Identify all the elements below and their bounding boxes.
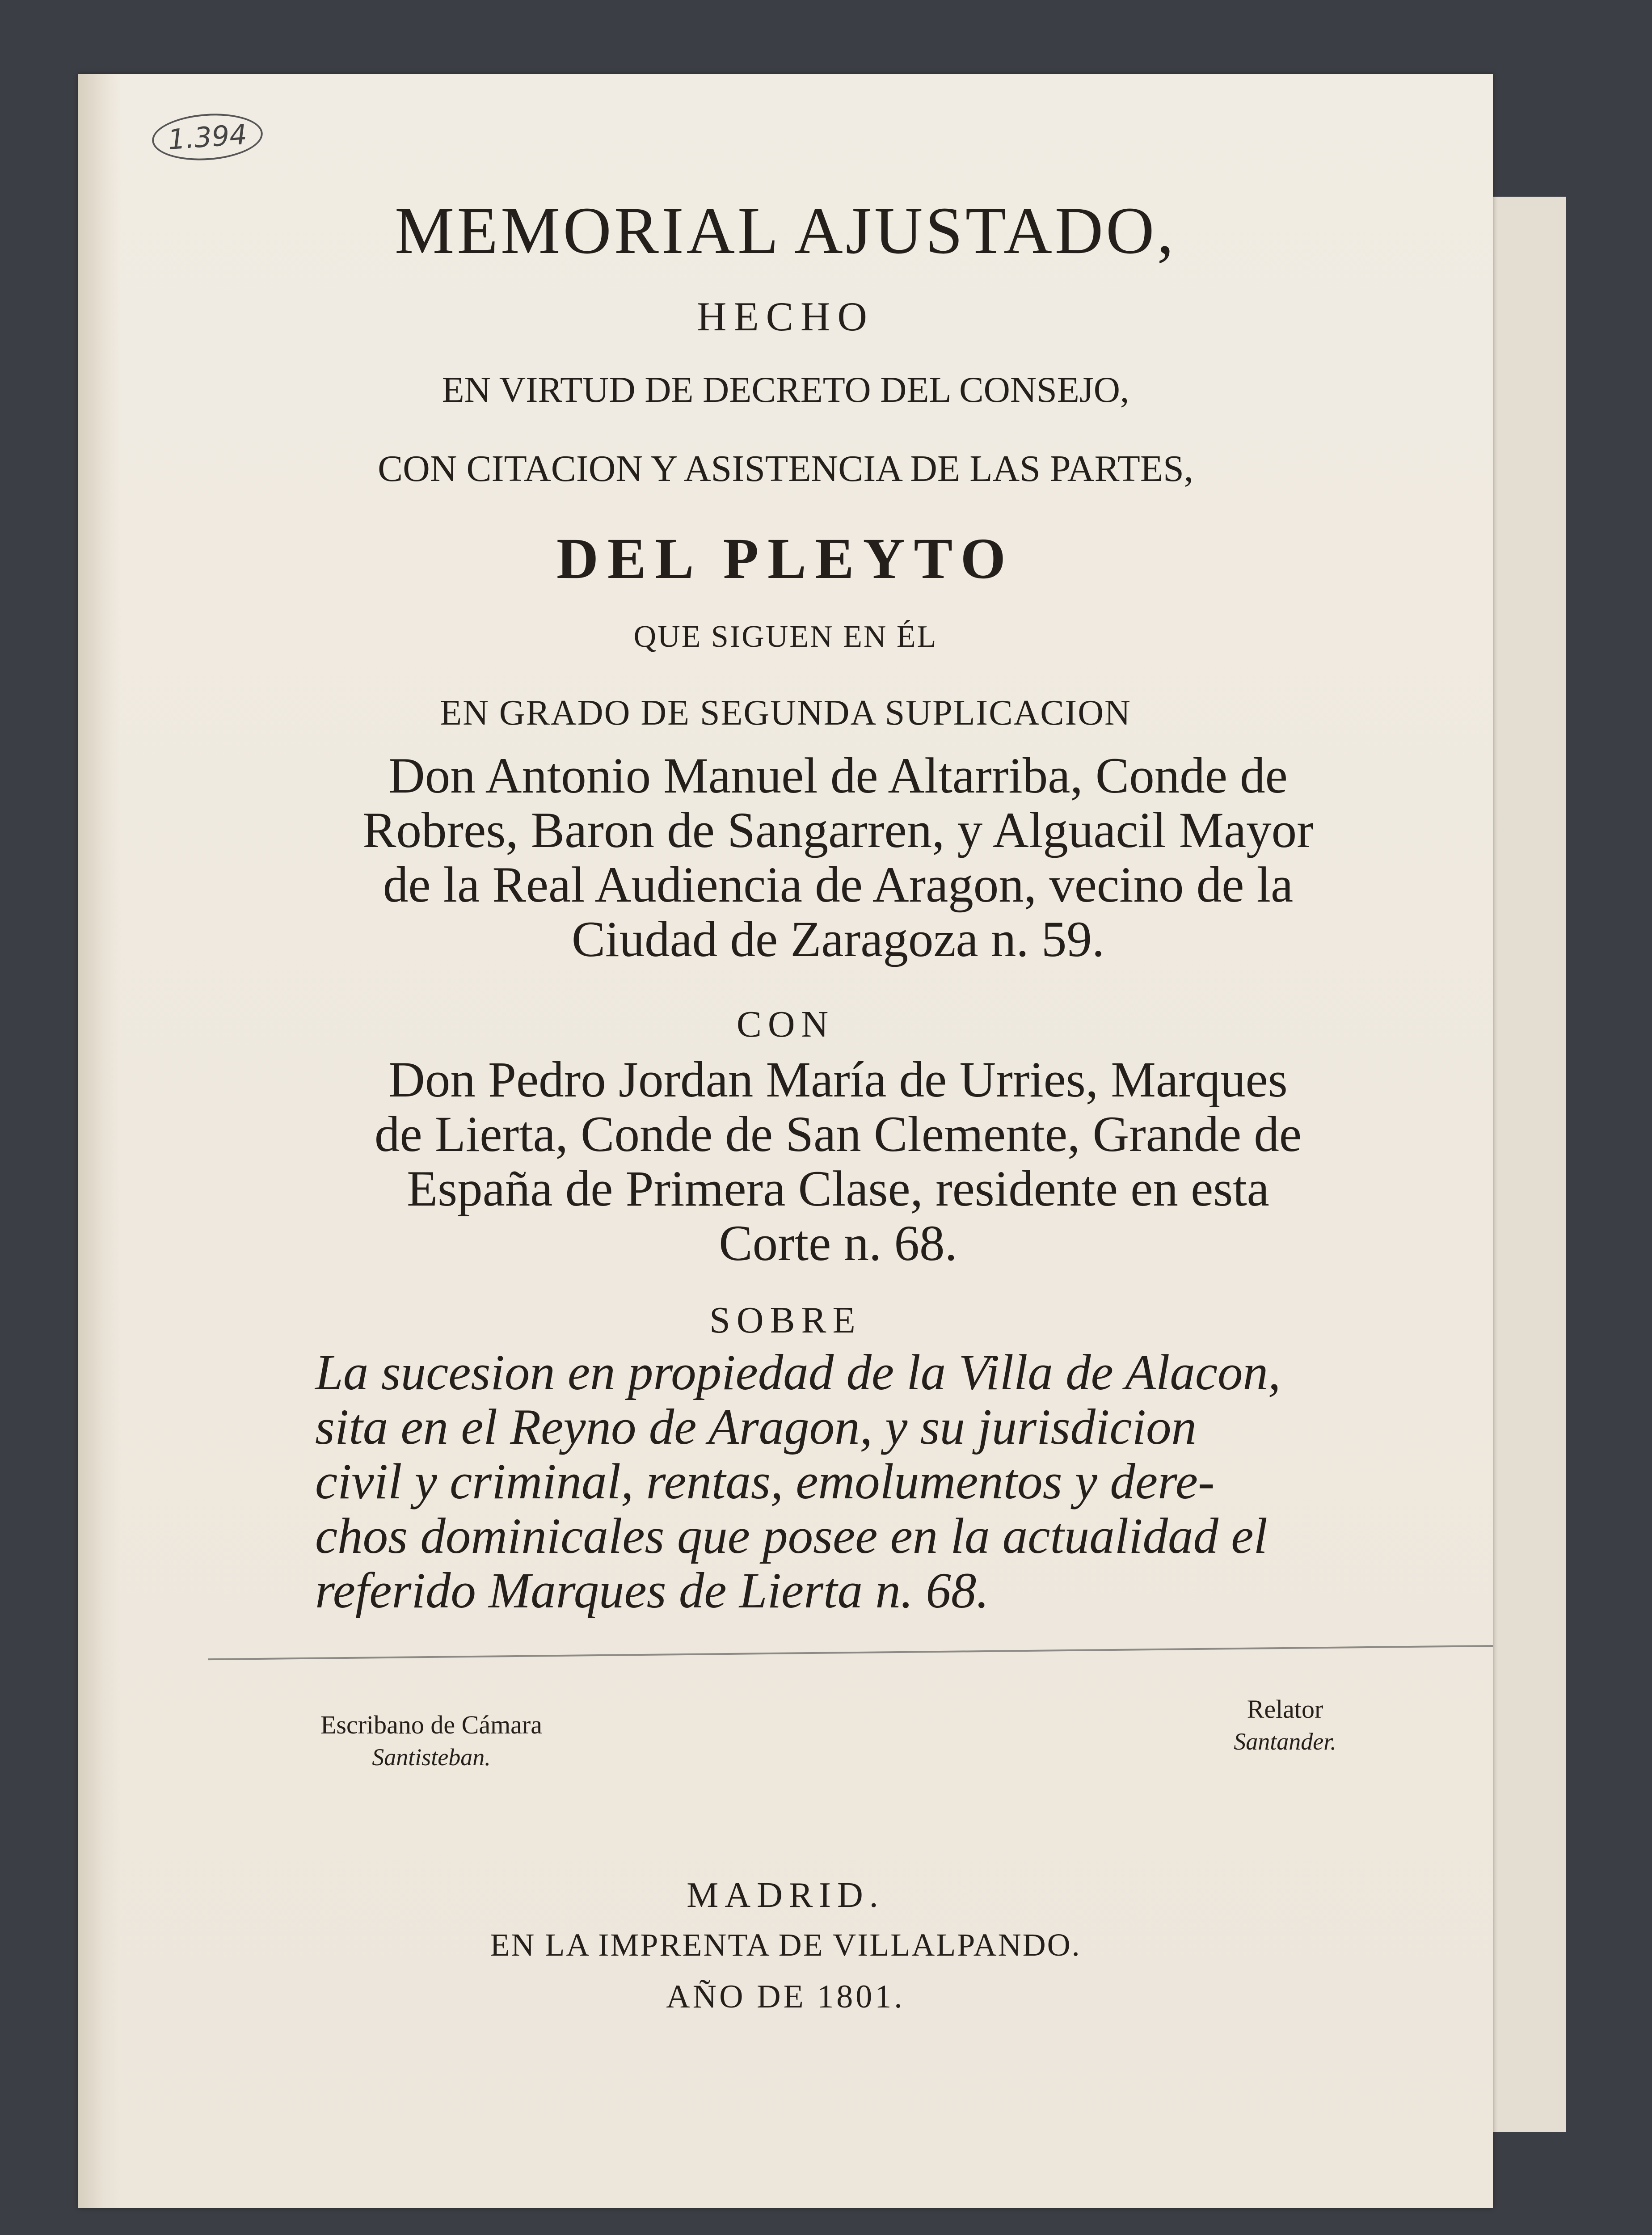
- relator-name: Santander.: [1234, 1728, 1336, 1755]
- party-two-paragraph: [315, 1053, 1361, 1271]
- party-one-paragraph: [315, 749, 1361, 967]
- subject-line: sita en el Reyno de Aragon, y su jurisdicion: [315, 1399, 1197, 1455]
- relator-role: Relator: [1247, 1695, 1323, 1724]
- subject-line: referido Marques de Lierta n. 68.: [315, 1563, 989, 1619]
- escribano-name: Santisteban.: [372, 1744, 491, 1771]
- party-two-line: de Lierta, Conde de San Clemente, Grande de: [374, 1106, 1302, 1162]
- relator-block: [1129, 1694, 1441, 1755]
- sobre-label: SOBRE: [709, 1299, 862, 1341]
- heading-hecho: HECHO: [697, 294, 874, 339]
- subject-line: civil y criminal, rentas, emolumentos y dere-: [315, 1454, 1215, 1510]
- party-one-line: Ciudad de Zaragoza n. 59.: [571, 911, 1105, 967]
- party-two-line: Corte n. 68.: [719, 1215, 957, 1271]
- imprint-city: MADRID.: [687, 1876, 885, 1915]
- heading-pleyto: DEL PLEYTO: [556, 527, 1015, 591]
- heading-grado: EN GRADO DE SEGUNDA SUPLICACION: [440, 693, 1131, 733]
- heading-decreto: EN VIRTUD DE DECRETO DEL CONSEJO,: [442, 369, 1129, 410]
- subject-line: La sucesion en propiedad de la Villa de Alacon,: [315, 1345, 1281, 1400]
- heading-citacion: CON CITACION Y ASISTENCIA DE LAS PARTES,: [378, 448, 1193, 489]
- imprint-press: EN LA IMPRENTA DE VILLALPANDO.: [490, 1927, 1081, 1963]
- party-two-line: España de Primera Clase, residente en esta: [407, 1161, 1269, 1217]
- escribano-role: Escribano de Cámara: [320, 1710, 542, 1739]
- party-two-line: Don Pedro Jordan María de Urries, Marques: [388, 1052, 1288, 1108]
- document-title: MEMORIAL AJUSTADO,: [395, 194, 1176, 268]
- document-page: [78, 74, 1493, 2208]
- subject-line: chos dominicales que posee en la actualidad el: [315, 1508, 1268, 1564]
- escribano-block: [275, 1710, 588, 1771]
- imprint-year: AÑO DE 1801.: [666, 1978, 905, 2015]
- party-one-line: de la Real Audiencia de Aragon, vecino de la: [383, 857, 1294, 913]
- heading-siguen: QUE SIGUEN EN ÉL: [633, 620, 938, 654]
- con-label: CON: [736, 1004, 835, 1045]
- separator-rule: [208, 1645, 1493, 1660]
- subject-paragraph: [315, 1345, 1361, 1618]
- party-one-line: Don Antonio Manuel de Altarriba, Conde de: [388, 748, 1288, 804]
- party-one-line: Robres, Baron de Sangarren, y Alguacil Mayor: [362, 802, 1314, 858]
- handwritten-catalog-number: 1.394: [151, 110, 265, 164]
